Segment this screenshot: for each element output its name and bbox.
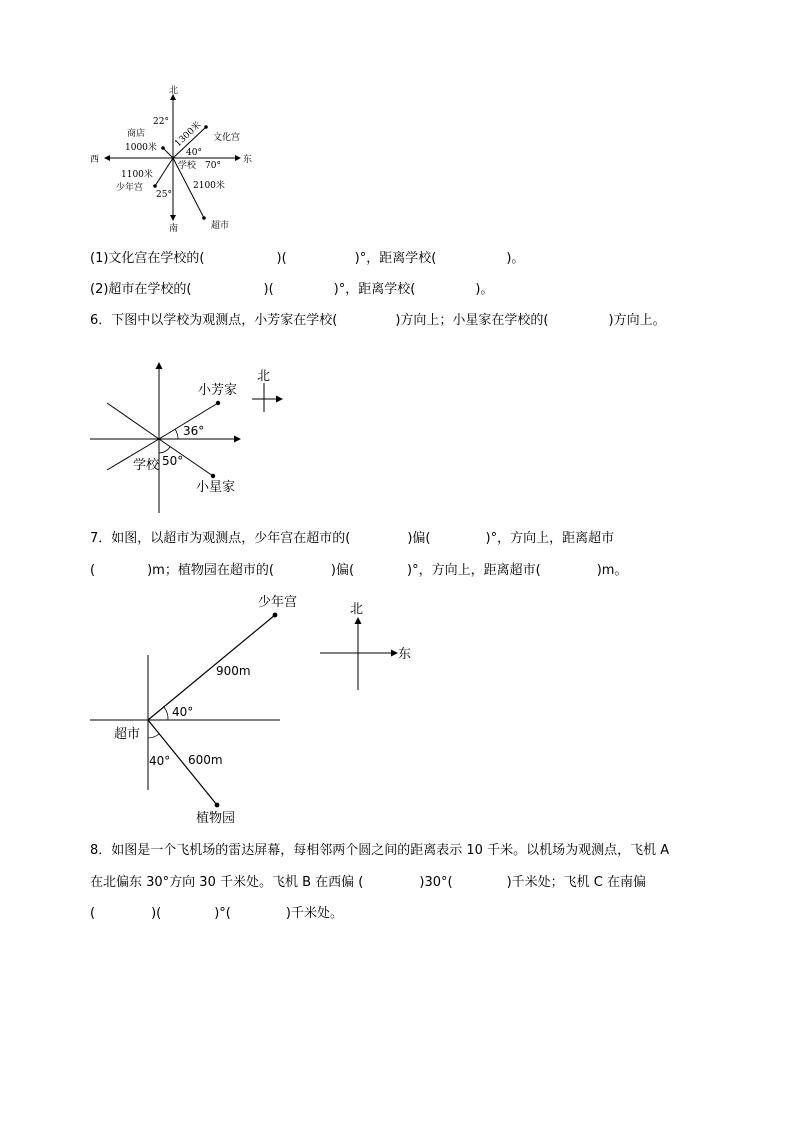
label-angle-22: 22° xyxy=(153,117,169,127)
q8-line-3: ( )( )°( )千米处。 xyxy=(90,906,343,921)
label-angle-50: 50° xyxy=(162,454,184,468)
label-west: 西 xyxy=(90,155,100,165)
label-xiaoxing: 小星家 xyxy=(196,480,236,495)
ray-xiaoxing-extension xyxy=(107,403,159,439)
label-shop: 商店 xyxy=(127,129,146,139)
label-angle-40-upper: 40° xyxy=(172,705,194,719)
q7-line-2: ( )m；植物园在超市的( )偏( )°，方向上，距离超市( )m。 xyxy=(90,563,628,578)
label-south: 南 xyxy=(169,224,179,234)
q6-question: 6．下图中以学校为观测点，小芳家在学校( )方向上；小星家在学校的( )方向上。 xyxy=(90,313,666,328)
point-palace xyxy=(204,125,208,129)
label-angle-40: 40° xyxy=(186,148,202,158)
label-east: 东 xyxy=(243,155,253,165)
ray-youth-palace xyxy=(148,615,275,720)
q5-line-1: (1)文化宫在学校的( )( )°，距离学校( )。 xyxy=(90,251,525,266)
label-youth-palace: 少年宫 xyxy=(258,595,298,610)
angle-arc-40-lower xyxy=(148,734,159,738)
label-youth: 少年宫 xyxy=(116,183,144,193)
q6-direction-figure xyxy=(85,355,295,520)
label-angle-40-lower: 40° xyxy=(149,754,171,768)
compass-east-label: 东 xyxy=(398,647,412,662)
label-600m: 600m xyxy=(188,753,223,767)
q5-line-2: (2)超市在学校的( )( )°，距离学校( )。 xyxy=(90,282,494,297)
point-youth xyxy=(153,184,157,188)
label-900m: 900m xyxy=(216,664,251,678)
label-palace-distance: 1300米 xyxy=(173,120,204,150)
label-market-distance: 2100米 xyxy=(193,181,225,191)
label-palace: 文化宫 xyxy=(213,133,241,143)
label-angle-25: 25° xyxy=(156,190,172,200)
angle-arc-40-upper xyxy=(164,707,168,720)
label-angle-70: 70° xyxy=(205,161,221,171)
q7-direction-figure xyxy=(85,590,425,830)
q5-direction-figure xyxy=(85,80,265,240)
point-xiaofang xyxy=(216,401,220,405)
q7-line-1: 7．如图，以超市为观测点，少年宫在超市的( )偏( )°，方向上，距离超市 xyxy=(90,531,615,546)
label-youth-distance: 1100米 xyxy=(121,170,153,180)
label-north: 北 xyxy=(169,86,179,96)
point-shop xyxy=(161,146,165,150)
q8-line-2: 在北偏东 30°方向 30 千米处。飞机 B 在西偏 ( )30°( )千米处；飞机 C 在南偏 xyxy=(90,875,646,890)
compass-north-label: 北 xyxy=(350,602,364,617)
angle-arc-50 xyxy=(159,447,170,453)
ray-shop xyxy=(163,148,173,158)
q8-line-1: 8．如图是一个飞机场的雷达屏幕，每相邻两个圆之间的距离表示 10 千米。以机场为观测点，飞机 A xyxy=(90,843,670,858)
label-xiaofang: 小芳家 xyxy=(198,383,238,398)
point-xiaoxing xyxy=(211,474,215,478)
label-angle-36: 36° xyxy=(183,424,205,438)
compass-north-label: 北 xyxy=(257,369,271,384)
ray-youth xyxy=(155,158,173,186)
label-shop-distance: 1000米 xyxy=(125,143,157,153)
label-school: 学校 xyxy=(133,458,160,473)
label-garden: 植物园 xyxy=(196,811,236,826)
angle-arc-36 xyxy=(175,429,178,439)
point-youth-palace xyxy=(273,613,278,618)
point-market xyxy=(202,216,206,220)
label-school: 学校 xyxy=(178,161,197,171)
point-garden xyxy=(215,803,220,808)
label-market: 超市 xyxy=(114,727,141,742)
label-market: 超市 xyxy=(211,221,230,231)
